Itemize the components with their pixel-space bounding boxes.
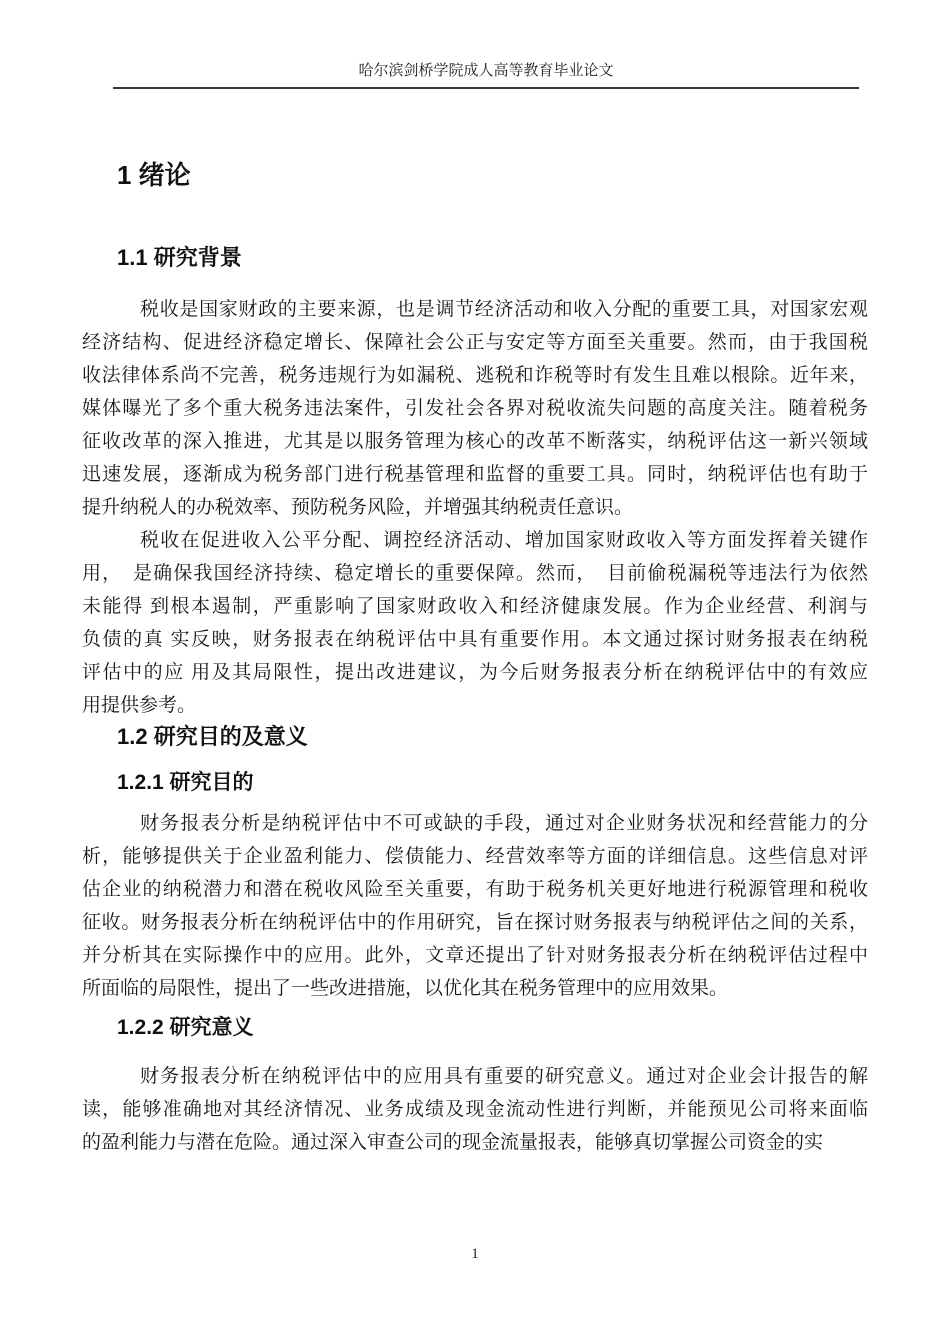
- paragraph-line: 财务报表分析是纳税评估中不可或缺的手段，通过对企业财务状况和经营能力的分: [140, 813, 868, 834]
- paragraph-line: 征收。财务报表分析在纳税评估中的作用研究，旨在探讨财务报表与纳税评估之间的关系，: [82, 912, 868, 933]
- paragraph-line: 税收在促进收入公平分配、调控经济活动、增加国家财政收入等方面发挥着关键作: [140, 530, 868, 551]
- paragraph-line: 用， 是确保我国经济持续、稳定增长的重要保障。然而， 目前偷税漏税等违法行为依然: [82, 563, 868, 584]
- subsection-title-research-significance: 1.2.2 研究意义: [117, 1016, 254, 1039]
- paragraph-line: 析，能够提供关于企业盈利能力、偿债能力、经营效率等方面的详细信息。这些信息对评: [82, 846, 868, 867]
- paragraph-line: 未能得 到根本遏制，严重影响了国家财政收入和经济健康发展。作为企业经营、利润与: [82, 596, 868, 617]
- chapter-title: 1 绪论: [117, 160, 191, 190]
- paragraph-line: 税收是国家财政的主要来源，也是调节经济活动和收入分配的重要工具，对国家宏观: [140, 299, 868, 320]
- page-number: 1: [471, 1246, 479, 1262]
- paragraph-line: 负债的真 实反映，财务报表在纳税评估中具有重要作用。本文通过探讨财务报表在纳税: [82, 629, 868, 650]
- paragraph-background-1: [82, 293, 868, 524]
- running-header: 哈尔滨剑桥学院成人高等教育毕业论文: [113, 63, 859, 89]
- paragraph-line: 经济结构、促进经济稳定增长、保障社会公正与安定等方面至关重要。然而，由于我国税: [82, 332, 868, 353]
- paragraph-line: 提升纳税人的办税效率、预防税务风险，并增强其纳税责任意识。: [82, 497, 634, 518]
- paragraph-research-purpose: [82, 807, 868, 1005]
- paragraph-line: 所面临的局限性，提出了一些改进措施，以优化其在税务管理中的应用效果。: [82, 978, 729, 999]
- paragraph-line: 财务报表分析在纳税评估中的应用具有重要的研究意义。通过对企业会计报告的解: [140, 1066, 868, 1087]
- paragraph-line: 的盈利能力与潜在危险。通过深入审查公司的现金流量报表，能够真切掌握公司资金的实: [82, 1132, 824, 1153]
- paragraph-line: 读，能够准确地对其经济情况、业务成绩及现金流动性进行判断，并能预见公司将来面临: [82, 1099, 868, 1120]
- section-title-research-background: 1.1 研究背景: [117, 245, 242, 270]
- paragraph-line: 迅速发展，逐渐成为税务部门进行税基管理和监督的重要工具。同时，纳税评估也有助于: [82, 464, 868, 485]
- section-title-purpose-and-significance: 1.2 研究目的及意义: [117, 724, 308, 749]
- paragraph-line: 估企业的纳税潜力和潜在税收风险至关重要，有助于税务机关更好地进行税源管理和税收: [82, 879, 868, 900]
- subsection-title-research-purpose: 1.2.1 研究目的: [117, 771, 254, 794]
- paragraph-background-2: [82, 524, 868, 722]
- paragraph-line: 收法律体系尚不完善，税务违规行为如漏税、逃税和诈税等时有发生且难以根除。近年来，: [82, 365, 868, 386]
- paragraph-line: 征收改革的深入推进，尤其是以服务管理为核心的改革不断落实，纳税评估这一新兴领域: [82, 431, 868, 452]
- paragraph-line: 媒体曝光了多个重大税务违法案件，引发社会各界对税收流失问题的高度关注。随着税务: [82, 398, 868, 419]
- paragraph-line: 并分析其在实际操作中的应用。此外，文章还提出了针对财务报表分析在纳税评估过程中: [82, 945, 868, 966]
- paragraph-line: 用提供参考。: [82, 695, 197, 716]
- paragraph-line: 评估中的应 用及其局限性，提出改进建议，为今后财务报表分析在纳税评估中的有效应: [82, 662, 868, 683]
- paragraph-research-significance: [82, 1060, 868, 1159]
